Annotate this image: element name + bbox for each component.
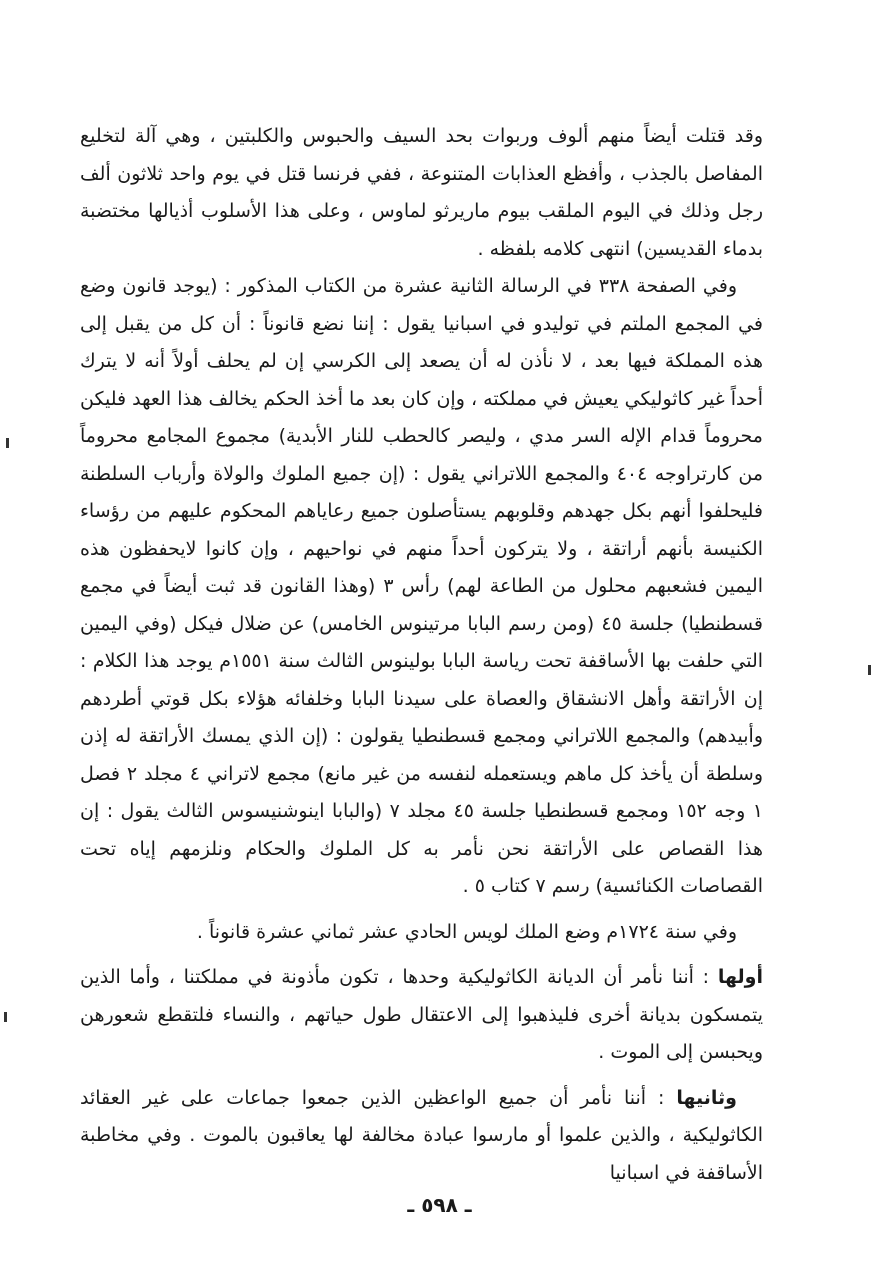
paragraph-4-text: : أننا نأمر أن الديانة الكاثوليكية وحدها ، تكون مأذونة في مملكتنا ، وأما الذين يتمسكون بديانة أخرى فليذهبوا إلى الاعتقال طول حياتهم ، والنساء فلتقطع شعورهن ويحبسن إلى الموت . — [80, 966, 763, 1063]
paragraph-3-text: وفي سنة ١٧٢٤م وضع الملك لويس الحادي عشر ثماني عشرة قانوناً . — [196, 920, 737, 943]
scan-edge-mark — [6, 438, 9, 448]
paragraph-4 — [80, 959, 763, 1072]
scan-edge-mark — [4, 1012, 7, 1022]
paragraph-1 — [80, 118, 763, 268]
page-number: ـ ٥٩٨ ـ — [407, 1193, 472, 1217]
paragraph-5 — [80, 1080, 763, 1193]
paragraph-5-text: : أننا نأمر أن جميع الواعظين الذين جمعوا جماعات على غير العقائد الكاثوليكية ، والذين علموا أو مارسوا عبادة مخالفة لها يعاقبون بالموت . وفي مخاطبة الأساقفة في اسبانيا — [80, 1086, 763, 1184]
page-body — [80, 118, 763, 1192]
scan-edge-mark — [868, 665, 871, 675]
paragraph-1-text: وقد قتلت أيضاً منهم ألوف وربوات بحد السيف والحبوس والكلبتين ، وهي آلة لتخليع المفاصل بالجذب ، وأفظع العذابات المتنوعة ، ففي فرنسا قتل في يوم واحد ثلاثون ألف رجل وذلك في اليوم الملقب بيوم ماريرثو لماوس ، وعلى هذا الأسلوب أذيالها مختضبة بدماء القديسين) انتهى كلامه بلفظه . — [80, 125, 763, 260]
paragraph-2-text: وفي الصفحة ٣٣٨ في الرسالة الثانية عشرة من الكتاب المذكور : (يوجد قانون وضع في المجمع الملتم في توليدو في اسبانيا يقول : إننا نضع قانوناً : أن كل من يقبل إلى هذه المملكة فيها بعد ، لا نأذن له أن يصعد إلى الكرسي إن لم يحلف أولاً أنه لا يترك أحداً غير كاثوليكي يعيش في مملكته ، وإن كان بعد ما أخذ الحكم يخالف هذا العهد فليكن محروماً قدام الإله السر مدي ، وليصر كالحطب للنار الأبدية) مجموع المجامع محروماً من كارتراوجه ٤٠٤ والمجمع اللاتراني يقول : (إن جميع الملوك والولاة وأرباب السلطنة فليحلفوا أنهم بكل جهدهم وقلوبهم يستأصلون جميع رعاياهم المحكوم عليهم من رؤساء الكنيسة بأنهم أراتقة ، ولا يتركون أحداً منهم في نواحيهم ، وإن كانوا لايحفظون هذه اليمين فشعبهم محلول من الطاعة لهم) رأس ٣ (وهذا القانون قد ثبت أيضاً في مجمع قسطنطيا) جلسة ٤٥ (ومن رسم البابا مرتينوس الخامس) عن ضلال فيكل (وفي اليمين التي حلفت بها الأساقفة تحت رياسة البابا بولينوس الثالث سنة ١٥٥١م يوجد هذا الكلام : إن الأراتقة وأهل الانشقاق والعصاة على سيدنا البابا وخلفائه هؤلاء بكل قوتي أطردهم وأبيدهم) والمجمع اللاتراني ومجمع قسطنطيا يقولون : (إن الذي يمسك الأراتقة له إذن وسلطة أن يأخذ كل ماهم ويستعمله لنفسه من غير مانع) مجمع لاتراني ٤ مجلد ٢ فصل ١ وجه ١٥٢ ومجمع قسطنطيا جلسة ٤٥ مجلد ٧ (والبابا اينوشنيسوس الثالث يقول : إن هذا القصاص على الأراتقة نحن نأمر به كل الملوك والحكام ونلزمهم إياه تحت القصاصات الكنائسية) رسم ٧ كتاب ٥ . — [80, 275, 764, 897]
paragraph-5-lead: وثانيها — [676, 1086, 737, 1109]
paragraph-2 — [80, 268, 763, 906]
paragraph-4-lead: أولها — [717, 966, 763, 988]
paragraph-3 — [80, 914, 763, 952]
